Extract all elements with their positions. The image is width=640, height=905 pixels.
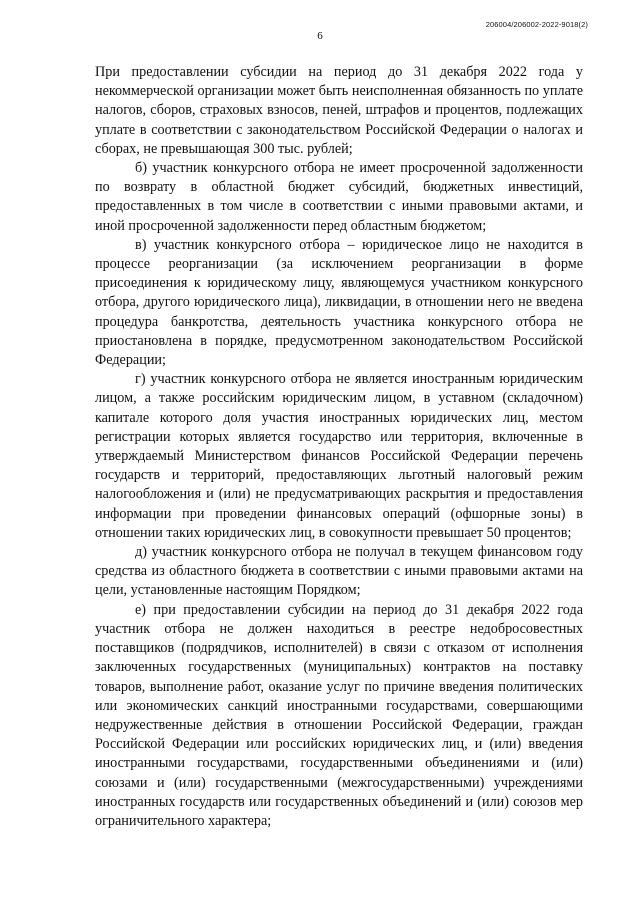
page-number: 6 [317, 30, 323, 42]
paragraph-v: в) участник конкурсного отбора – юридическое лицо не находится в процессе реорганизации (за исключением реорганизации в форме присоединения к юридическому лицу, являющемуся участником конкурсного отбора, другого юридического лица), ликвидации, в отношении него не введена процедура банкротства, деятельность участника конкурсного отбора не приостановлена в порядке, предусмотренном законодательством Российской Федерации; [95, 236, 583, 369]
document-body [95, 63, 583, 831]
paragraph-g: г) участник конкурсного отбора не является иностранным юридическим лицом, а также российским юридическим лицом, в уставном (складочном) капитале которого доля участия иностранных юридических лиц, местом регистрации которых является государство или территория, включенные в утверждаемый Министерством финансов Российской Федерации перечень государств и территорий, предоставляющих льготный налоговый режим налогообложения и (или) не предусматривающих раскрытия и предоставления информации при проведении финансовых операций (офшорные зоны) в отношении таких юридических лиц, в совокупности превышает 50 процентов; [95, 371, 583, 541]
paragraph-intro: При предоставлении субсидии на период до 31 декабря 2022 года у некоммерческой организации может быть неисполненная обязанность по уплате налогов, сборов, страховых взносов, пеней, штрафов и процентов, подлежащих уплате в соответствии с законодательством Российской Федерации о налогах и сборах, не превышающая 300 тыс. рублей; [95, 64, 583, 157]
document-id: 206004/206002-2022-9018(2) [485, 20, 588, 29]
paragraph-e: е) при предоставлении субсидии на период до 31 декабря 2022 года участник отбора не должен находиться в реестре недобросовестных поставщиков (подрядчиков, исполнителей) в связи с отказом от исполнения заключенных государственных (муниципальных) контрактов на поставку товаров, выполнение работ, оказание услуг по причине введения политических или экономических санкций иностранными государствами, совершающими недружественные действия в отношении Российской Федерации, граждан Российской Федерации или российских юридических лиц, и (или) введения иностранными государствами, государственными объединениями и (или) союзами и (или) государственными (межгосударственными) учреждениями иностранных государств или государственных объединений и (или) союзов мер ограничительного характера; [95, 601, 583, 829]
paragraph-b: б) участник конкурсного отбора не имеет просроченной задолженности по возврату в областной бюджет субсидий, бюджетных инвестиций, предоставленных в том числе в соответствии с иными правовыми актами, и иной просроченной задолженности перед областным бюджетом; [95, 160, 583, 234]
paragraph-d: д) участник конкурсного отбора не получал в текущем финансовом году средства из областного бюджета в соответствии с иными правовыми актами на цели, установленные настоящим Порядком; [95, 544, 583, 599]
